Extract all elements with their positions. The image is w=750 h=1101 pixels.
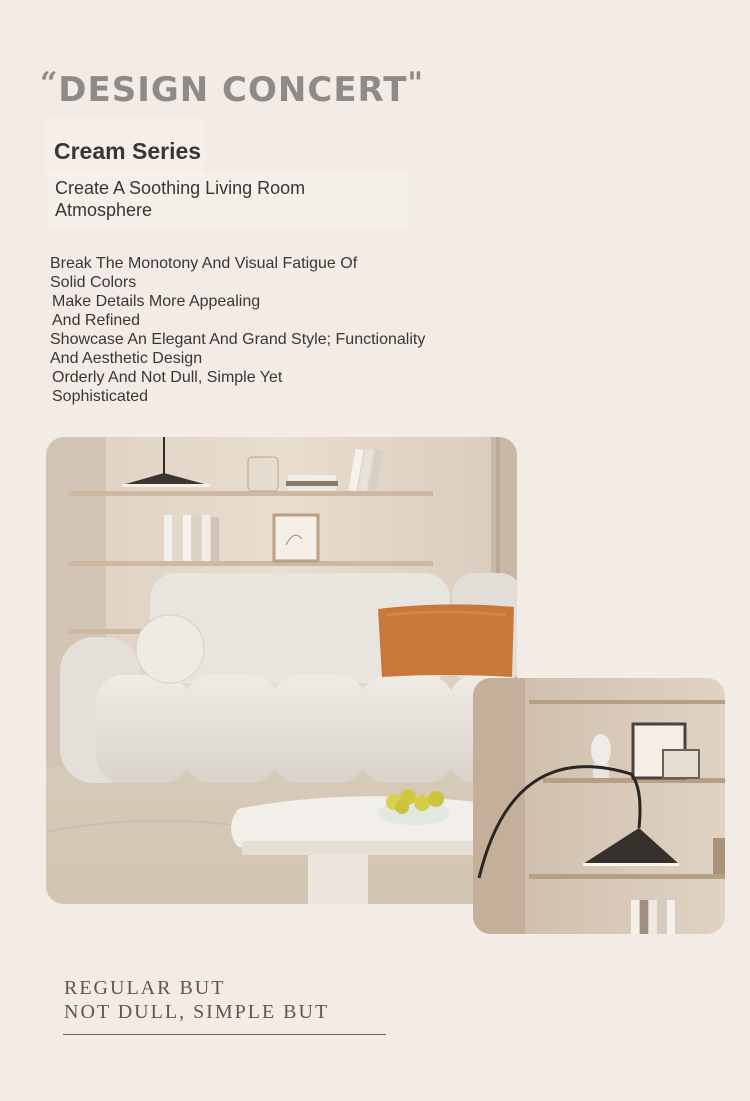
tagline-divider [63,1034,386,1035]
feature-line: Solid Colors [50,274,137,291]
close-quote: " [407,66,425,101]
feature-line: Break The Monotony And Visual Fatigue Of [50,255,358,272]
feature-line: And Refined [52,312,141,329]
feature-line: Sophisticated [52,388,149,405]
living-room-sofa-photo [46,437,517,904]
feature-line: And Aesthetic Design [50,350,203,367]
headline-text: DESIGN CONCERT [58,70,408,110]
arc-lamp-shelf-photo [473,678,725,934]
open-quote: “ [40,66,59,101]
feature-line: Orderly And Not Dull, Simple Yet [52,369,283,386]
headline [40,66,424,110]
feature-list [50,254,510,406]
feature-line: Showcase An Elegant And Grand Style; Functionality [50,331,426,348]
feature-line: Make Details More Appealing [52,293,261,310]
series-subtitle: Create A Soothing Living Room Atmosphere [55,178,306,220]
series-title: Cream Series [54,138,202,164]
tagline [64,976,329,1024]
tagline-line-2: NOT DULL, SIMPLE BUT [64,1001,330,1023]
tagline-line-1: REGULAR BUT [64,977,226,999]
